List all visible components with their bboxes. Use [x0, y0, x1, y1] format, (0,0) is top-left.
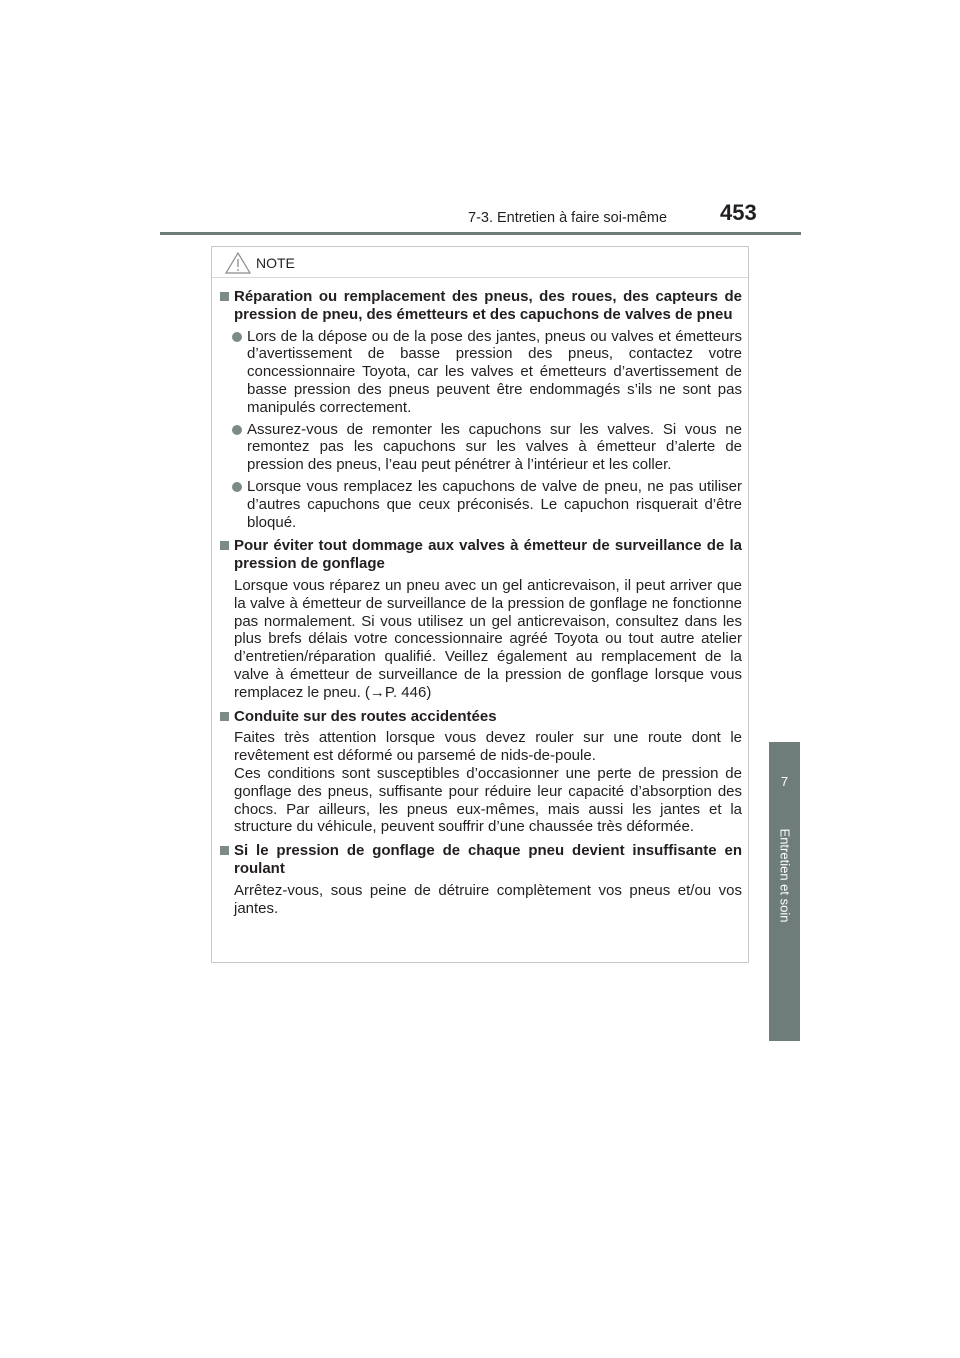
chapter-tab-label: Entretien et soin [777, 828, 793, 922]
note-header [212, 247, 748, 278]
section-title-text: Réparation ou remplacement des pneus, des roues, des capteurs de pression de pneu, des émetteurs et des capuchons de valves de pneu [234, 288, 742, 323]
note-box [211, 246, 749, 963]
circle-bullet-icon [232, 482, 242, 492]
square-bullet-icon [220, 292, 229, 301]
section-title-text: Conduite sur des routes accidentées [234, 707, 497, 725]
list-item-text: Lorsque vous remplacez les capuchons de valve de pneu, ne pas utiliser d’autres capuchons que ceux préconisés. Le capuchon risquerait d’être bloqué. [247, 477, 742, 531]
paragraph-line: Ces conditions sont susceptibles d’occasionner une perte de pression de gonflage des pneus, suffisante pour réduire leur capacité d’absorption des chocs. Par ailleurs, les pneus eux-mêmes, mais aussi les jantes et la structure du véhicule, peuvent souffrir d’une chaussée très déformée. [234, 764, 742, 836]
warning-triangle-icon [225, 252, 251, 274]
list-item-text: Assurez-vous de remonter les capuchons sur les valves. Si vous ne remontez pas les capuchons sur les valves à émetteur d’alerte de pression des pneus, l’eau peut pénétrer à l’intérieur et les coller. [247, 420, 742, 474]
section-title [218, 708, 742, 726]
list-item [218, 478, 742, 531]
section-heading: 7-3. Entretien à faire soi-même [468, 210, 668, 226]
section-title [218, 537, 742, 573]
section-paragraph: Arrêtez-vous, sous peine de détruire complètement vos pneus et/ou vos jantes. [234, 881, 742, 917]
note-label: NOTE [256, 255, 295, 271]
list-item-text: Lors de la dépose ou de la pose des jantes, pneus ou valves et émetteurs d’avertissement de basse pression des pneus, contactez votre concessionnaire Toyota, car les valves et émetteurs d’avertissement de basse pression des pneus peuvent être endommagés s’ils ne sont pas manipulés correctement. [247, 327, 742, 416]
chapter-tab-label-wrap [769, 830, 800, 920]
paragraph-line: Faites très attention lorsque vous devez rouler sur une route dont le revêtement est déformé ou parsemé de nids-de-poule. [234, 729, 742, 765]
section-title [218, 842, 742, 878]
square-bullet-icon [220, 846, 229, 855]
page-number: 453 [720, 200, 757, 225]
square-bullet-icon [220, 712, 229, 721]
list-item [218, 421, 742, 474]
section-paragraph: Lorsque vous réparez un pneu avec un gel anticrevaison, il peut arriver que la valve à émetteur de surveillance de la pression de gonflage ne fonctionne pas normalement. Si vous utilisez un gel anticrevaison, consultez dans les plus brefs délais votre concessionnaire agréé Toyota ou tout autre atelier d’entretien/réparation qualifié. Veillez également au remplacement de la valve à émetteur de surveillance de la pression de gonflage lorsque vous remplacez le pneu. (→P. 446) [234, 576, 742, 701]
header-divider [160, 232, 801, 235]
section-title-text: Si le pression de gonflage de chaque pneu devient insuffisante en roulant [234, 842, 742, 877]
circle-bullet-icon [232, 332, 242, 342]
circle-bullet-icon [232, 425, 242, 435]
chapter-tab-number: 7 [780, 774, 789, 789]
list-item [218, 328, 742, 417]
note-body [212, 278, 748, 917]
section-title [218, 288, 742, 324]
square-bullet-icon [220, 541, 229, 550]
section-paragraph [218, 729, 742, 836]
section-title-text: Pour éviter tout dommage aux valves à émetteur de surveillance de la pression de gonflage [234, 537, 742, 573]
